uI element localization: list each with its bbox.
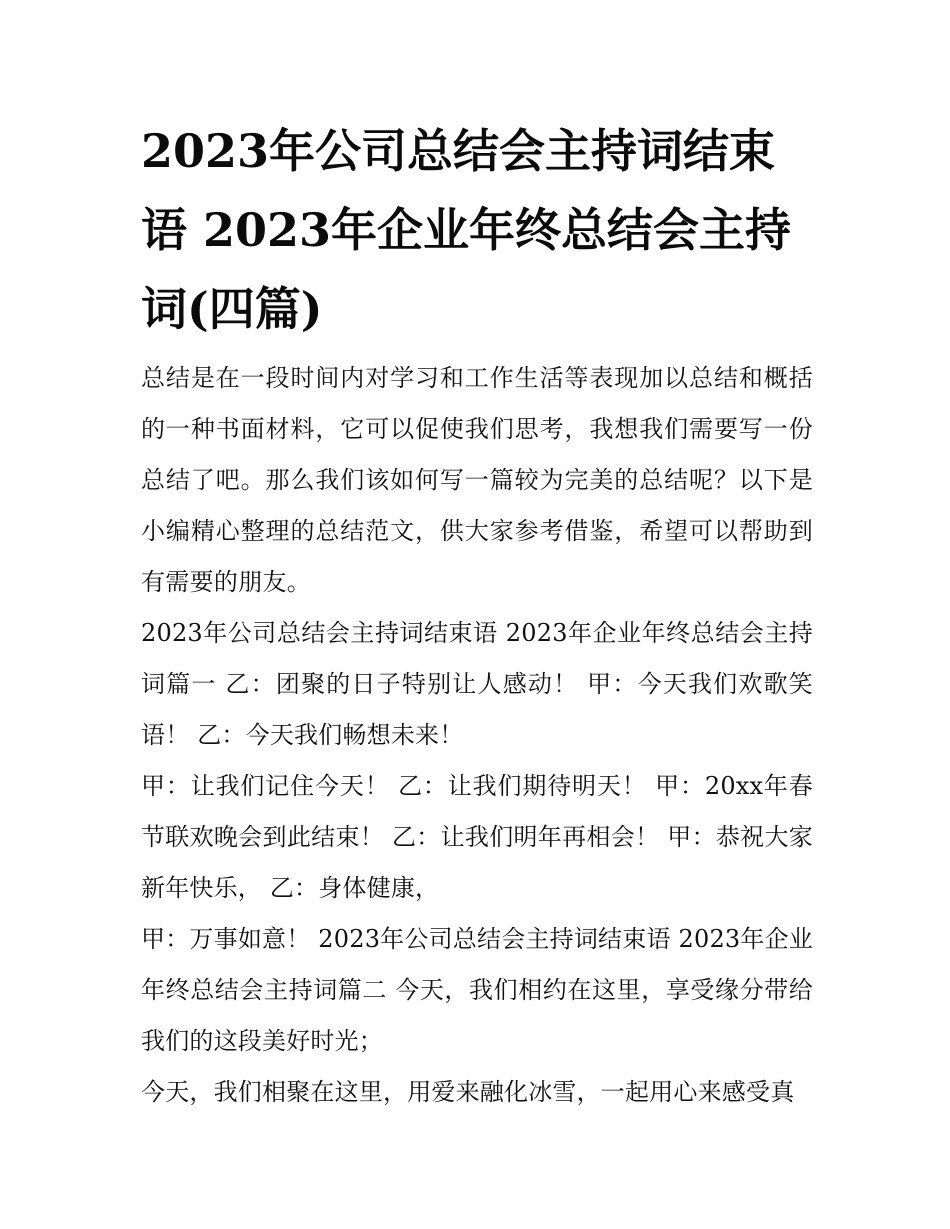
- body-paragraph-3: 甲：万事如意！ 2023年公司总结会主持词结束语 2023年企业年终总结会主持词篇二 今天，我们相约在这里，享受缘分带给我们的这段美好时光；: [141, 925, 813, 1055]
- document-title: 2023年公司总结会主持词结束语 2023年企业年终总结会主持词(四篇): [141, 124, 792, 336]
- intro-paragraph: 总结是在一段时间内对学习和工作生活等表现加以总结和概括的一种书面材料，它可以促使我们思考，我想我们需要写一份总结了吧。那么我们该如何写一篇较为完美的总结呢？以下是小编精心整理的总结范文，供大家参考借鉴，希望可以帮助到有需要的朋友。: [141, 364, 813, 596]
- body-paragraph-2: 甲：让我们记住今天！ 乙：让我们期待明天！ 甲：20xx年春节联欢晚会到此结束！ 乙：让我们明年再相会！ 甲：恭祝大家新年快乐， 乙：身体健康，: [141, 772, 813, 902]
- document-body: [141, 112, 813, 1118]
- body-paragraph-1: 2023年公司总结会主持词结束语 2023年企业年终总结会主持词篇一 乙：团聚的日子特别让人感动！ 甲：今天我们欢歌笑语！ 乙：今天我们畅想未来！: [141, 619, 813, 749]
- body-paragraph-4: 今天，我们相聚在这里，用爱来融化冰雪，一起用心来感受真: [141, 1078, 795, 1106]
